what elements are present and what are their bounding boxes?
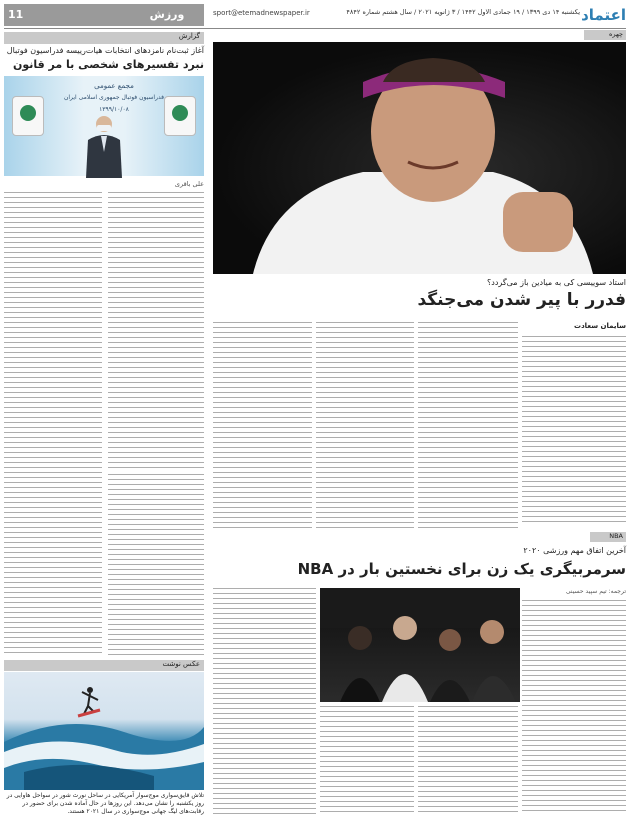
tennis-player-figure [213,42,626,274]
federer-byline: سایمان سعادت [574,322,626,330]
banner-line-1: مجمع عمومی [94,82,134,90]
date-line: یکشنبه ۱۴ دی ۱۳۹۹ / ۱۹ جمادی الاول ۱۴۴۲ / ۳ ژانویه ۲۰۲۱ / سال هشتم شماره ۴۸۴۲ [346,8,580,16]
header-rule [4,28,626,29]
nba-photo [320,588,520,702]
surfing-caption: تلاش قایق‌سواری موج‌سوار آمریکایی در ساحل نورث شور در سواحل هاوایی در روز یکشنبه را نشان می‌دهد. این روزها در حال آماده شدن برای حضور در رقابت‌های لیگ جهانی موج‌سواری در سال ۲۰۲۱ هستند. [6,792,204,815]
nba-byline: ترجمه: تیم سپید حسینی [565,588,626,595]
article-text-block [4,192,102,656]
surfing-photo [4,672,204,790]
article-text-block [108,192,204,468]
article-text-block [213,588,316,814]
federation-headline: نبرد تفسیرهای شخصی با مر قانون [12,58,204,71]
page-number: 11 [8,8,24,21]
banner-line-2: فدراسیون فوتبال جمهوری اسلامی ایران [63,94,165,101]
speaker-figure [82,112,126,178]
newspaper-logo: اعتماد [581,6,626,24]
federation-photo [4,76,204,176]
wave-illustration [4,672,204,790]
federation-byline: علی باقری [174,180,204,188]
bench-figures [320,588,520,702]
profile-tag: چهره [584,30,626,40]
federation-emblem-icon [12,96,44,136]
federation-emblem-icon [164,96,196,136]
photo-note-tag: عکس نوشت [4,660,204,671]
banner-line-3: ۱۳۹۹/۱۰/۰۸ [99,106,129,113]
federer-kicker: استاد سوییسی کی به میادین باز می‌گردد؟ [487,278,626,287]
federer-photo [213,42,626,274]
nba-headline: سرمربیگری یک زن برای نخستین بار در NBA [297,560,626,578]
article-text-block [320,706,414,814]
article-text-block [522,600,626,814]
article-text-block [418,322,518,528]
article-text-block [213,322,312,528]
nba-tag: NBA [590,532,626,542]
article-text-block [418,706,518,814]
article-text-block [316,322,414,528]
article-text-block [108,474,204,656]
section-title: ورزش [149,8,185,21]
article-text-block [522,336,626,526]
section-email: sport@etemadnewspaper.ir [213,9,310,17]
report-tag: گزارش [4,32,204,44]
federation-kicker: آغاز ثبت‌نام نامزدهای انتخابات هیات‌رییسه فدراسیون فوتبال [6,46,204,55]
nba-kicker: آخرین اتفاق مهم ورزشی ۲۰۲۰ [523,546,626,555]
federer-headline: فدرر با پیر شدن می‌جنگد [417,290,626,310]
